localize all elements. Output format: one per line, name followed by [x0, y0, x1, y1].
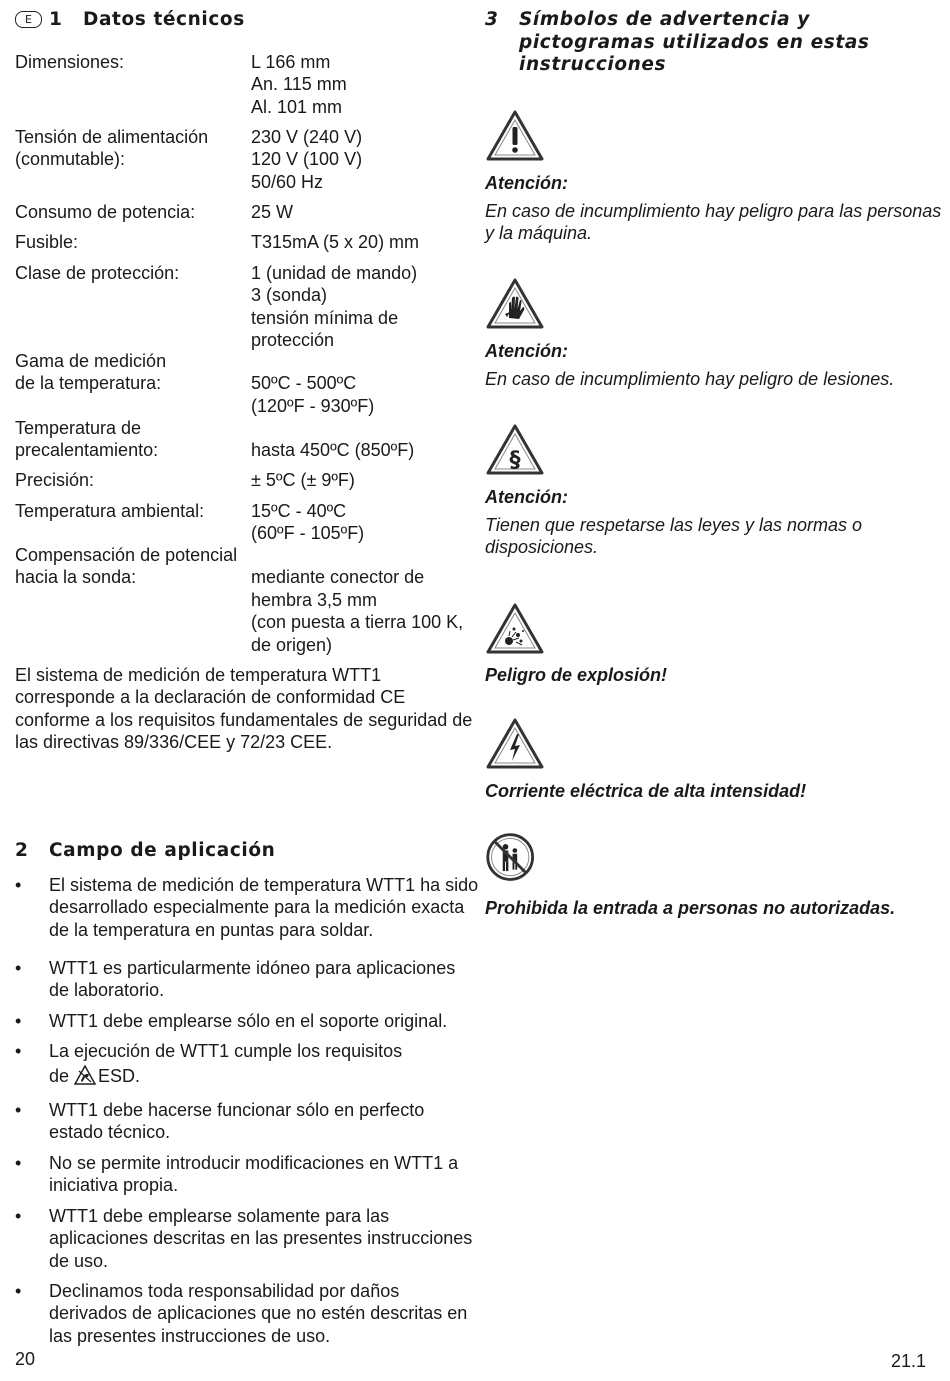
- list-item-line: Declinamos toda responsabilidad por daños: [49, 1281, 400, 1301]
- list-item-line: La ejecución de WTT1 cumple los requisitos: [49, 1041, 403, 1061]
- hand-injury-warning-icon: [485, 276, 545, 331]
- section-3-number: 3: [485, 9, 499, 30]
- spec-table: [15, 0, 465, 660]
- spec-value: 15ºC - 40ºC: [251, 501, 347, 521]
- paragraph-line: conforme a los requisitos fundamentales de seguridad de: [15, 709, 473, 730]
- spec-value: 50ºC - 500ºC: [251, 373, 357, 394]
- spec-value: 50/60 Hz: [251, 171, 324, 192]
- symbol-block-no-entry: [485, 830, 935, 930]
- section-3-title-line: pictogramas utilizados en estas: [519, 31, 870, 53]
- spec-value: 3 (sonda): [251, 285, 328, 306]
- list-item-line: de laboratorio.: [49, 980, 165, 1001]
- section-3-title-line: instrucciones: [519, 54, 667, 75]
- section-2-number: 2: [15, 840, 29, 861]
- list-item-line: de la temperatura en puntas para soldar.: [49, 919, 374, 940]
- electric-warning-icon: [485, 716, 545, 771]
- spec-label: (conmutable):: [15, 149, 126, 170]
- symbol-block-general-warning: [485, 108, 942, 248]
- exclamation-warning-icon: [485, 108, 545, 163]
- spec-label: Compensación de potencial: [15, 545, 238, 565]
- list-item-line: desarrollado especialmente para la medición exacta: [49, 897, 465, 918]
- no-entry-persons-icon: [485, 830, 541, 886]
- bullet: •: [15, 875, 22, 895]
- spec-value: (con puesta a tierra 100 K,: [251, 612, 464, 633]
- symbol-block-electric: [485, 716, 935, 806]
- spec-value: tensión mínima de: [251, 307, 399, 328]
- section-1-number: 1: [49, 9, 63, 30]
- list-item-line: No se permite introducir modificaciones en WTT1 a: [49, 1153, 459, 1173]
- spec-label: Precisión:: [15, 470, 95, 490]
- list-item-line: iniciativa propia.: [49, 1175, 179, 1196]
- esd-line-suffix: ESD.: [98, 1066, 141, 1087]
- symbol-description-line: disposiciones.: [485, 537, 599, 558]
- symbol-title: Corriente eléctrica de alta intensidad!: [485, 781, 807, 801]
- section-2-title: Campo de aplicación: [49, 840, 276, 861]
- bullet: •: [15, 1281, 22, 1301]
- spec-value: (120ºF - 930ºF): [251, 395, 375, 416]
- list-item-line: WTT1 debe emplearse sólo en el soporte original.: [49, 1011, 448, 1031]
- spec-value: T315mA (5 x 20) mm: [251, 232, 420, 252]
- symbol-block-explosion: [485, 601, 935, 691]
- symbol-title: Prohibida la entrada a personas no autorizadas.: [485, 898, 896, 918]
- spec-label: Gama de medición: [15, 351, 167, 371]
- spec-value: (60ºF - 105ºF): [251, 523, 365, 544]
- list-item-line: El sistema de medición de temperatura WTT1 ha sido: [49, 875, 479, 895]
- spec-label: hacia la sonda:: [15, 567, 137, 588]
- spec-value: 1 (unidad de mando): [251, 263, 418, 283]
- list-item-line: WTT1 es particularmente idóneo para aplicaciones: [49, 958, 456, 978]
- bullet: •: [15, 1041, 22, 1061]
- spec-label: Fusible:: [15, 232, 79, 252]
- spec-value: 120 V (100 V): [251, 149, 363, 170]
- page-number-left: 20: [15, 1349, 36, 1369]
- spec-value: protección: [251, 330, 335, 351]
- spec-value: 230 V (240 V): [251, 127, 363, 147]
- spec-label: Temperatura ambiental:: [15, 501, 205, 521]
- list-item-line: de uso.: [49, 1250, 109, 1271]
- page-number-right: 21.1: [891, 1351, 927, 1371]
- esd-line-prefix: de: [49, 1066, 70, 1087]
- bullet: •: [15, 1153, 22, 1173]
- spec-label: precalentamiento:: [15, 440, 159, 461]
- symbol-block-law-warning: [485, 422, 935, 562]
- symbol-description-line: Tienen que respetarse las leyes y las normas o: [485, 515, 863, 535]
- symbol-title: Peligro de explosión!: [485, 665, 668, 685]
- bullet: •: [15, 1100, 22, 1120]
- spec-value: Al. 101 mm: [251, 96, 343, 117]
- spec-value: ± 5ºC (± 9ºF): [251, 470, 355, 490]
- bullet: •: [15, 1011, 22, 1031]
- section-2-heading: [15, 840, 275, 863]
- spec-label: Temperatura de: [15, 418, 142, 438]
- symbol-title: Atención:: [485, 487, 568, 507]
- spec-value: hasta 450ºC (850ºF): [251, 440, 415, 461]
- spec-label: Clase de protección:: [15, 263, 180, 283]
- paragraph-line: las directivas 89/336/CEE y 72/23 CEE.: [15, 732, 333, 753]
- esd-icon: [74, 1065, 96, 1085]
- list-item-line: estado técnico.: [49, 1122, 171, 1143]
- ce-conformity-paragraph: [15, 664, 473, 754]
- symbol-title: Atención:: [485, 173, 568, 193]
- list-item-line: WTT1 debe hacerse funcionar sólo en perfecto: [49, 1100, 425, 1120]
- spec-label: Tensión de alimentación: [15, 127, 209, 147]
- spec-label: Dimensiones:: [15, 52, 125, 72]
- list-item-line: derivados de aplicaciones que no estén descritas en: [49, 1303, 468, 1324]
- spec-label: Consumo de potencia:: [15, 202, 196, 222]
- explosion-warning-icon: [485, 601, 545, 656]
- spec-value: 25 W: [251, 202, 294, 222]
- spec-label: de la temperatura:: [15, 373, 162, 394]
- section-3-title-line: Símbolos de advertencia y: [519, 9, 810, 30]
- esd-line: [49, 1065, 469, 1087]
- paragraph-line: El sistema de medición de temperatura WTT1: [15, 665, 382, 685]
- spec-value: mediante conector de: [251, 567, 425, 588]
- symbol-title: Atención:: [485, 341, 568, 361]
- section-1-title: Datos técnicos: [83, 9, 245, 30]
- svg-text:§: §: [509, 448, 521, 473]
- spec-value: An. 115 mm: [251, 74, 347, 95]
- language-badge: E: [15, 11, 42, 28]
- list-item-line: aplicaciones descritas en las presentes instrucciones: [49, 1228, 473, 1249]
- bullet: •: [15, 958, 22, 978]
- spec-value: L 166 mm: [251, 52, 331, 72]
- symbol-block-injury-warning: [485, 276, 935, 396]
- symbol-description-line: y la máquina.: [485, 223, 593, 244]
- paragraph-line: corresponde a la declaración de conformidad CE: [15, 687, 406, 708]
- list-item-line: las presentes instrucciones de uso.: [49, 1325, 331, 1346]
- symbol-description-line: En caso de incumplimiento hay peligro de lesiones.: [485, 369, 895, 389]
- symbol-description-line: En caso de incumplimiento hay peligro para las personas: [485, 201, 942, 221]
- bullet: •: [15, 1206, 22, 1226]
- paragraph-law-warning-icon: [485, 422, 545, 477]
- spec-value: de origen): [251, 634, 333, 655]
- list-item-line: WTT1 debe emplearse solamente para las: [49, 1206, 390, 1226]
- spec-value: hembra 3,5 mm: [251, 589, 378, 610]
